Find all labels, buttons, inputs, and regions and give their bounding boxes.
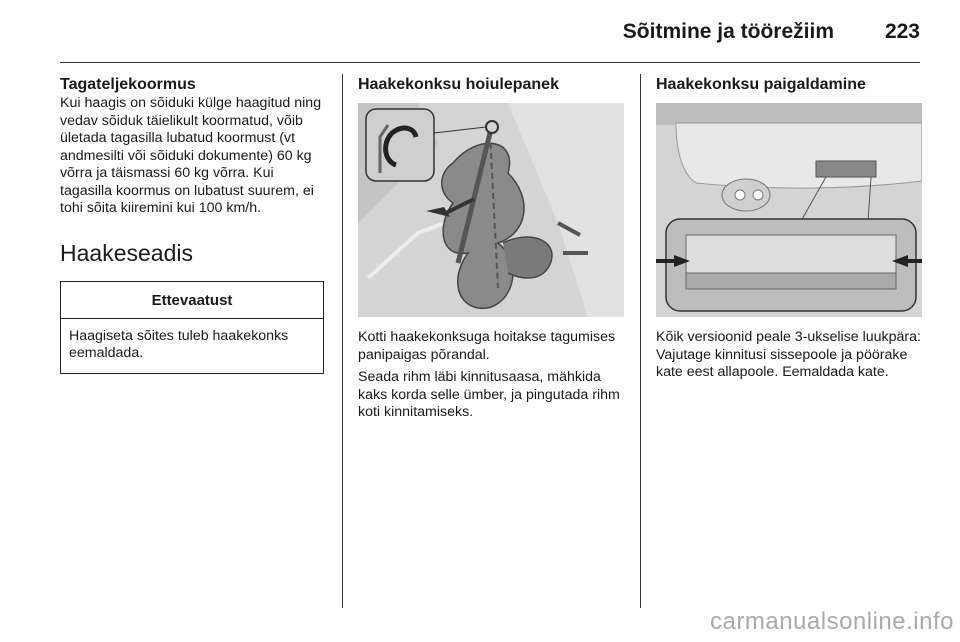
watermark: carmanualsonline.info [710,608,954,635]
caution-text: Haagiseta sõites tuleb haakekonks eemaldada. [69,327,289,361]
section-title: Sõitmine ja töörežiim [622,20,834,43]
page-number: 223 [884,20,920,43]
figure-bumper-cover-illustration [656,103,922,317]
column-right [656,74,922,382]
column-divider [342,74,343,608]
storage-text-1: Kotti haakekonksuga hoitakse tagumises panipaigas põrandal. [358,329,616,363]
column-left [60,74,326,374]
column-divider [640,74,641,608]
caution-title: Ettevaatust [61,282,323,319]
caution-box [60,281,324,374]
heading-installation: Haakekonksu paigaldamine [656,76,866,93]
heading-storage: Haakekonksu hoiulepanek [358,76,559,93]
column-middle [358,74,624,422]
heading-towing-device: Haakeseadis [60,239,193,266]
subheading-rear-axle-load: Tagateljekoormus [60,76,196,93]
installation-text: Kõik versioonid peale 3-ukselise luukpära: Vajutage kinnitusi sissepoole ja pöörake kate eest allapoole. Eemaldada kate. [656,329,921,380]
storage-text-2: Seada rihm läbi kinnitusaasa, mähkida kaks korda selle ümber, ja pingutada rihm koti kinnitamiseks. [358,369,620,420]
page-header [60,0,920,63]
figure-towbar-bag-illustration [358,103,624,317]
rear-axle-load-text: Kui haagis on sõiduki külge haagitud ning vedav sõiduk täielikult koormatud, võib ületada tagasilla lubatud koormust (vt andmesilti või sõiduki dokumente) 60 kg võrra ja täismassi 60 kg võrra. Kui tagasilla koormus on lubatust suurem, ei tohi sõita kiiremini kui 100 km/h. [60,95,322,216]
